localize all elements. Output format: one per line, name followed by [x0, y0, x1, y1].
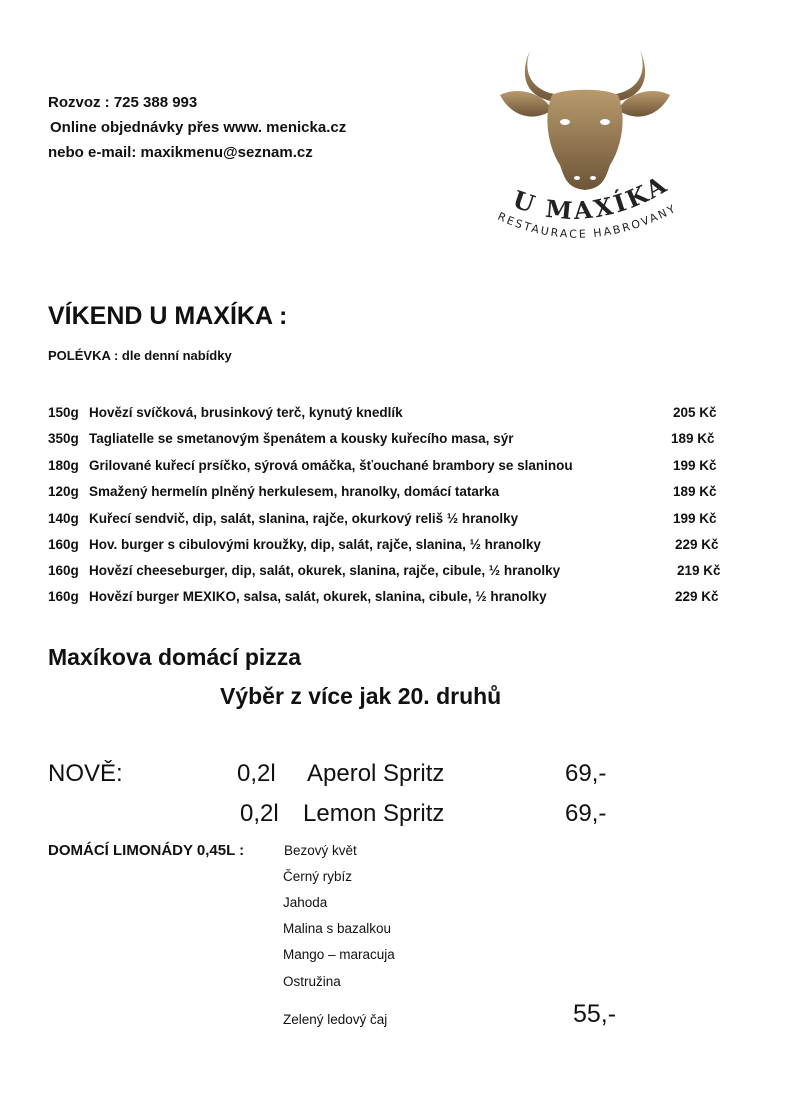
item-weight: 150g: [48, 405, 79, 420]
item-price: 229 Kč: [675, 537, 719, 552]
bull-head-icon: [490, 40, 690, 250]
drink-price: 69,-: [565, 760, 607, 787]
item-weight: 160g: [48, 563, 79, 578]
item-weight: 160g: [48, 589, 79, 604]
item-price: 219 Kč: [677, 563, 721, 578]
lemonade-flavor: Malina s bazalkou: [283, 921, 392, 936]
soup-line: POLÉVKA : dle denní nabídky: [48, 348, 232, 363]
item-name: Hovězí cheeseburger, dip, salát, okurek, slanina, rajče, cibule, ½ hranolky: [89, 563, 561, 578]
item-weight: 180g: [48, 458, 79, 473]
drink-volume: 0,2l: [240, 800, 279, 827]
item-price: 205 Kč: [673, 405, 717, 420]
item-weight: 350g: [48, 431, 79, 446]
drink-name: Lemon Spritz: [303, 800, 445, 827]
lemonade-flavor: Ostružina: [283, 974, 341, 989]
lemonade-flavor: Černý rybíz: [283, 869, 353, 884]
menu-item: [48, 484, 728, 504]
item-weight: 140g: [48, 511, 79, 526]
drink-price: 69,-: [565, 800, 607, 827]
item-name: Hov. burger s cibulovými kroužky, dip, salát, rajče, slanina, ½ hranolky: [89, 537, 541, 552]
item-weight: 120g: [48, 484, 79, 499]
lemonade-flavor: Bezový květ: [284, 843, 357, 858]
item-price: 199 Kč: [673, 511, 717, 526]
email-info: nebo e-mail: maxikmenu@seznam.cz: [48, 144, 313, 161]
lemonades-label: DOMÁCÍ LIMONÁDY 0,45L :: [48, 842, 245, 859]
item-name: Grilované kuřecí prsíčko, sýrová omáčka, šťouchané brambory se slaninou: [89, 458, 573, 473]
menu-item: [48, 589, 728, 609]
item-price: 229 Kč: [675, 589, 719, 604]
lemonade-flavor: Zelený ledový čaj: [283, 1012, 388, 1027]
item-price: 189 Kč: [671, 431, 715, 446]
restaurant-logo: [490, 40, 690, 250]
item-name: Smažený hermelín plněný herkulesem, hranolky, domácí tatarka: [89, 484, 500, 499]
lemonade-flavor: Jahoda: [283, 895, 328, 910]
menu-item: [48, 563, 728, 583]
menu-item: [48, 458, 728, 478]
lemonade-price: 55,-: [573, 1000, 617, 1028]
menu-item: [48, 511, 728, 531]
menu-item: [48, 405, 728, 425]
item-name: Kuřecí sendvič, dip, salát, slanina, rajče, okurkový reliš ½ hranolky: [89, 511, 519, 526]
online-order-info: Online objednávky přes www. menicka.cz: [50, 119, 347, 136]
weekend-heading: VÍKEND U MAXÍKA :: [48, 302, 288, 330]
item-price: 189 Kč: [673, 484, 717, 499]
new-drinks-label: NOVĚ:: [48, 760, 123, 787]
drink-volume: 0,2l: [237, 760, 276, 787]
item-name: Tagliatelle se smetanovým špenátem a kousky kuřecího masa, sýr: [89, 431, 514, 446]
delivery-phone: Rozvoz : 725 388 993: [48, 94, 198, 111]
pizza-subtitle: Výběr z více jak 20. druhů: [220, 683, 502, 709]
item-weight: 160g: [48, 537, 79, 552]
menu-item: [48, 537, 728, 557]
logo-subtitle: RESTAURACE HABROVANY: [495, 201, 680, 241]
item-name: Hovězí burger MEXIKO, salsa, salát, okurek, slanina, cibule, ½ hranolky: [89, 589, 547, 604]
pizza-title: Maxíkova domácí pizza: [48, 644, 302, 670]
item-price: 199 Kč: [673, 458, 717, 473]
lemonade-flavor: Mango – maracuja: [283, 947, 395, 962]
drink-name: Aperol Spritz: [307, 760, 445, 787]
menu-item: [48, 431, 728, 451]
item-name: Hovězí svíčková, brusinkový terč, kynutý knedlík: [89, 405, 403, 420]
logo-title: U MAXÍKA: [509, 168, 674, 226]
